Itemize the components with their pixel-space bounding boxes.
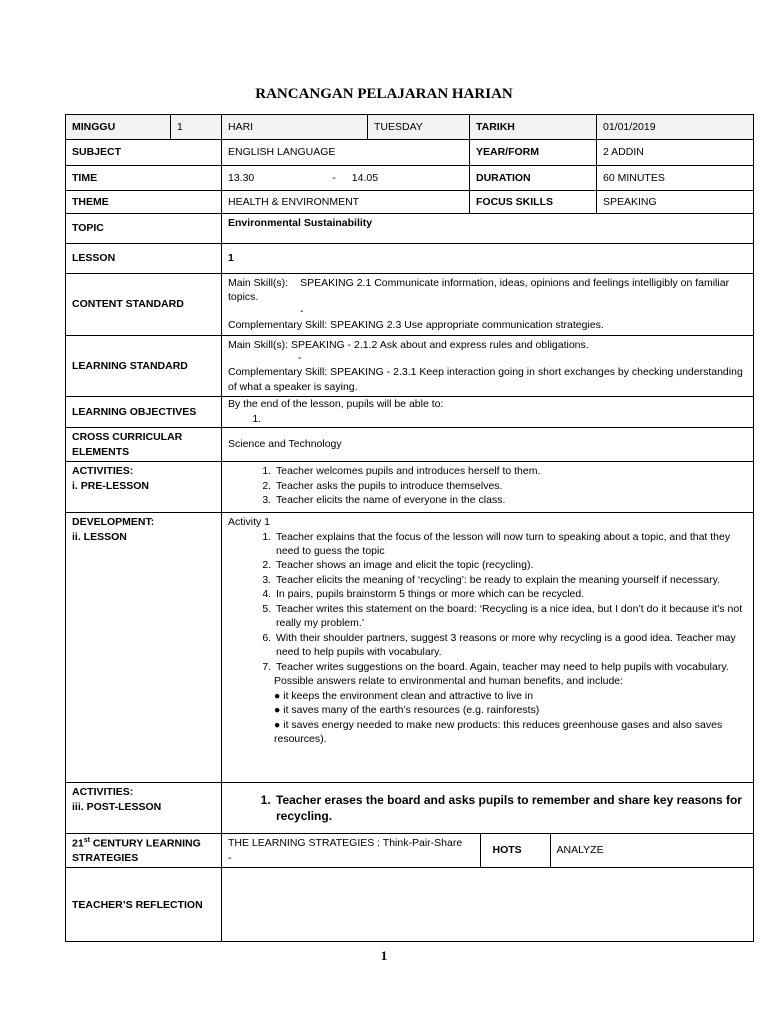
- row-time: [66, 166, 754, 191]
- focus-skills-value: SPEAKING: [597, 191, 754, 214]
- duration-value: 60 MINUTES: [597, 166, 754, 191]
- learning-standard-label: LEARNING STANDARD: [66, 336, 222, 397]
- cross-curricular-label: CROSS CURRICULAR ELEMENTS: [66, 428, 222, 462]
- row-minggu: [66, 115, 754, 140]
- possible-answer-bullet: ● it saves energy needed to make new products: this reduces greenhouse gases and also saves resources).: [274, 718, 723, 746]
- row-content-standard: [66, 274, 754, 336]
- row-cross-curricular: [66, 428, 754, 462]
- development-label: DEVELOPMENT: ii. LESSON: [66, 513, 222, 783]
- list-item: 2. Teacher shows an image and elicit the topic (recycling).: [274, 558, 747, 572]
- list-item: 4. In pairs, pupils brainstorm 5 things or more which can be recycled.: [274, 587, 747, 601]
- hari-label: HARI: [222, 115, 368, 140]
- row-lesson: [66, 244, 754, 274]
- post-lesson-label: ACTIVITIES: iii. POST-LESSON: [66, 783, 222, 834]
- list-item: 5. Teacher writes this statement on the board: ‘Recycling is a nice idea, but I don’t do it because it’s not really my problem.’: [274, 602, 747, 631]
- list-item: 3. Teacher elicits the name of everyone in the class.: [274, 493, 747, 507]
- development-list: [228, 530, 747, 675]
- theme-value: HEALTH & ENVIRONMENT: [222, 191, 470, 214]
- focus-skills-label: FOCUS SKILLS: [470, 191, 597, 214]
- century-strategies-value: THE LEARNING STRATEGIES : Think-Pair-Share -: [228, 837, 463, 864]
- list-item: 7. Teacher writes suggestions on the board. Again, teacher may need to help pupils with vocabulary.: [274, 660, 747, 674]
- possible-answer-bullet: ● it keeps the environment clean and attractive to live in: [274, 689, 534, 702]
- row-learning-objectives: [66, 397, 754, 428]
- subject-value: ENGLISH LANGUAGE: [222, 140, 470, 166]
- topic-label: TOPIC: [66, 214, 222, 244]
- learning-objectives-value: [222, 397, 754, 428]
- pre-lesson-list: [228, 464, 747, 507]
- pre-lesson-label: ACTIVITIES: i. PRE-LESSON: [66, 462, 222, 513]
- century-strategies-label: 21st CENTURY LEARNING STRATEGIES: [66, 834, 222, 868]
- post-lesson-list: [228, 792, 747, 824]
- hots-label: HOTS: [480, 834, 550, 867]
- row-learning-standard: [66, 336, 754, 397]
- row-reflection: [66, 868, 754, 942]
- possible-answers-intro: Possible answers relate to environmental and human benefits, and include:: [274, 675, 624, 688]
- yearform-label: YEAR/FORM: [470, 140, 597, 166]
- row-development: [66, 513, 754, 783]
- row-post-lesson: [66, 783, 754, 834]
- list-item: 6. With their shoulder partners, suggest 3 reasons or more why recycling is a good idea. Teacher may need to help pupils with vocabulary.: [274, 631, 747, 660]
- learning-objectives-label: LEARNING OBJECTIVES: [66, 397, 222, 428]
- hots-value: ANALYZE: [550, 834, 753, 867]
- duration-label: DURATION: [470, 166, 597, 191]
- hari-value: TUESDAY: [368, 115, 470, 140]
- list-item: 1. Teacher erases the board and asks pupils to remember and share key reasons for recycling.: [274, 792, 747, 824]
- time-start: 13.30: [228, 171, 255, 184]
- learning-standard-complementary: Complementary Skill: SPEAKING - 2.3.1 Keep interaction going in short exchanges by checking understanding of what a speaker is saying.: [228, 366, 743, 393]
- lesson-plan-table: [65, 114, 754, 942]
- tarikh-label: TARIKH: [470, 115, 597, 140]
- content-standard-value: [222, 274, 754, 336]
- time-value: [222, 166, 470, 191]
- row-topic: [66, 214, 754, 244]
- row-theme: [66, 191, 754, 214]
- time-separator: -: [332, 171, 336, 184]
- list-item: [264, 412, 747, 426]
- learning-standard-value: [222, 336, 754, 397]
- time-end: 14.05: [351, 171, 379, 184]
- list-item: 3. Teacher elicits the meaning of ‘recycling’: be ready to explain the meaning yourself if necessary.: [274, 573, 747, 587]
- page-title: RANCANGAN PELAJARAN HARIAN: [255, 86, 513, 102]
- possible-answer-bullet: ● it saves many of the earth’s resources (e.g. rainforests): [274, 704, 540, 717]
- lesson-label: LESSON: [66, 244, 222, 274]
- reflection-label: TEACHER’S REFLECTION: [66, 868, 222, 942]
- time-label: TIME: [66, 166, 222, 191]
- list-item: 2. Teacher asks the pupils to introduce themselves.: [274, 479, 747, 493]
- content-standard-label: CONTENT STANDARD: [66, 274, 222, 336]
- post-lesson-activities: [222, 783, 754, 834]
- learning-standard-dash: -: [298, 352, 302, 365]
- tarikh-value: 01/01/2019: [597, 115, 754, 140]
- development-activities: [222, 513, 754, 783]
- list-item: 1. Teacher explains that the focus of the lesson will now turn to speaking about a topic, and that they need to guess the topic: [274, 530, 747, 559]
- reflection-value: [222, 868, 754, 942]
- learning-objectives-intro: By the end of the lesson, pupils will be able to:: [228, 398, 444, 411]
- content-standard-main: Main Skill(s): SPEAKING 2.1 Communicate information, ideas, opinions and feelings intelligibly on familiar topics.: [228, 277, 730, 304]
- theme-label: THEME: [66, 191, 222, 214]
- learning-standard-main: Main Skill(s): SPEAKING - 2.1.2 Ask about and express rules and obligations.: [228, 339, 589, 351]
- content-standard-dash: -: [300, 304, 304, 317]
- activity-title: Activity 1: [228, 516, 271, 529]
- topic-value: Environmental Sustainability: [222, 214, 754, 244]
- minggu-label: MINGGU: [66, 115, 171, 140]
- minggu-value: 1: [171, 115, 222, 140]
- century-strategies-cell: [222, 834, 754, 868]
- lesson-value: 1: [222, 244, 754, 274]
- cross-curricular-value: Science and Technology: [222, 428, 754, 462]
- row-21st-century: [66, 834, 754, 868]
- pre-lesson-activities: [222, 462, 754, 513]
- row-subject: [66, 140, 754, 166]
- content-standard-complementary: Complementary Skill: SPEAKING 2.3 Use appropriate communication strategies.: [228, 318, 604, 331]
- subject-label: SUBJECT: [66, 140, 222, 166]
- list-item: 1. Teacher welcomes pupils and introduces herself to them.: [274, 464, 747, 478]
- row-pre-lesson: [66, 462, 754, 513]
- page-number: 1: [380, 948, 388, 963]
- learning-objectives-list: [228, 412, 747, 426]
- yearform-value: 2 ADDIN: [597, 140, 754, 166]
